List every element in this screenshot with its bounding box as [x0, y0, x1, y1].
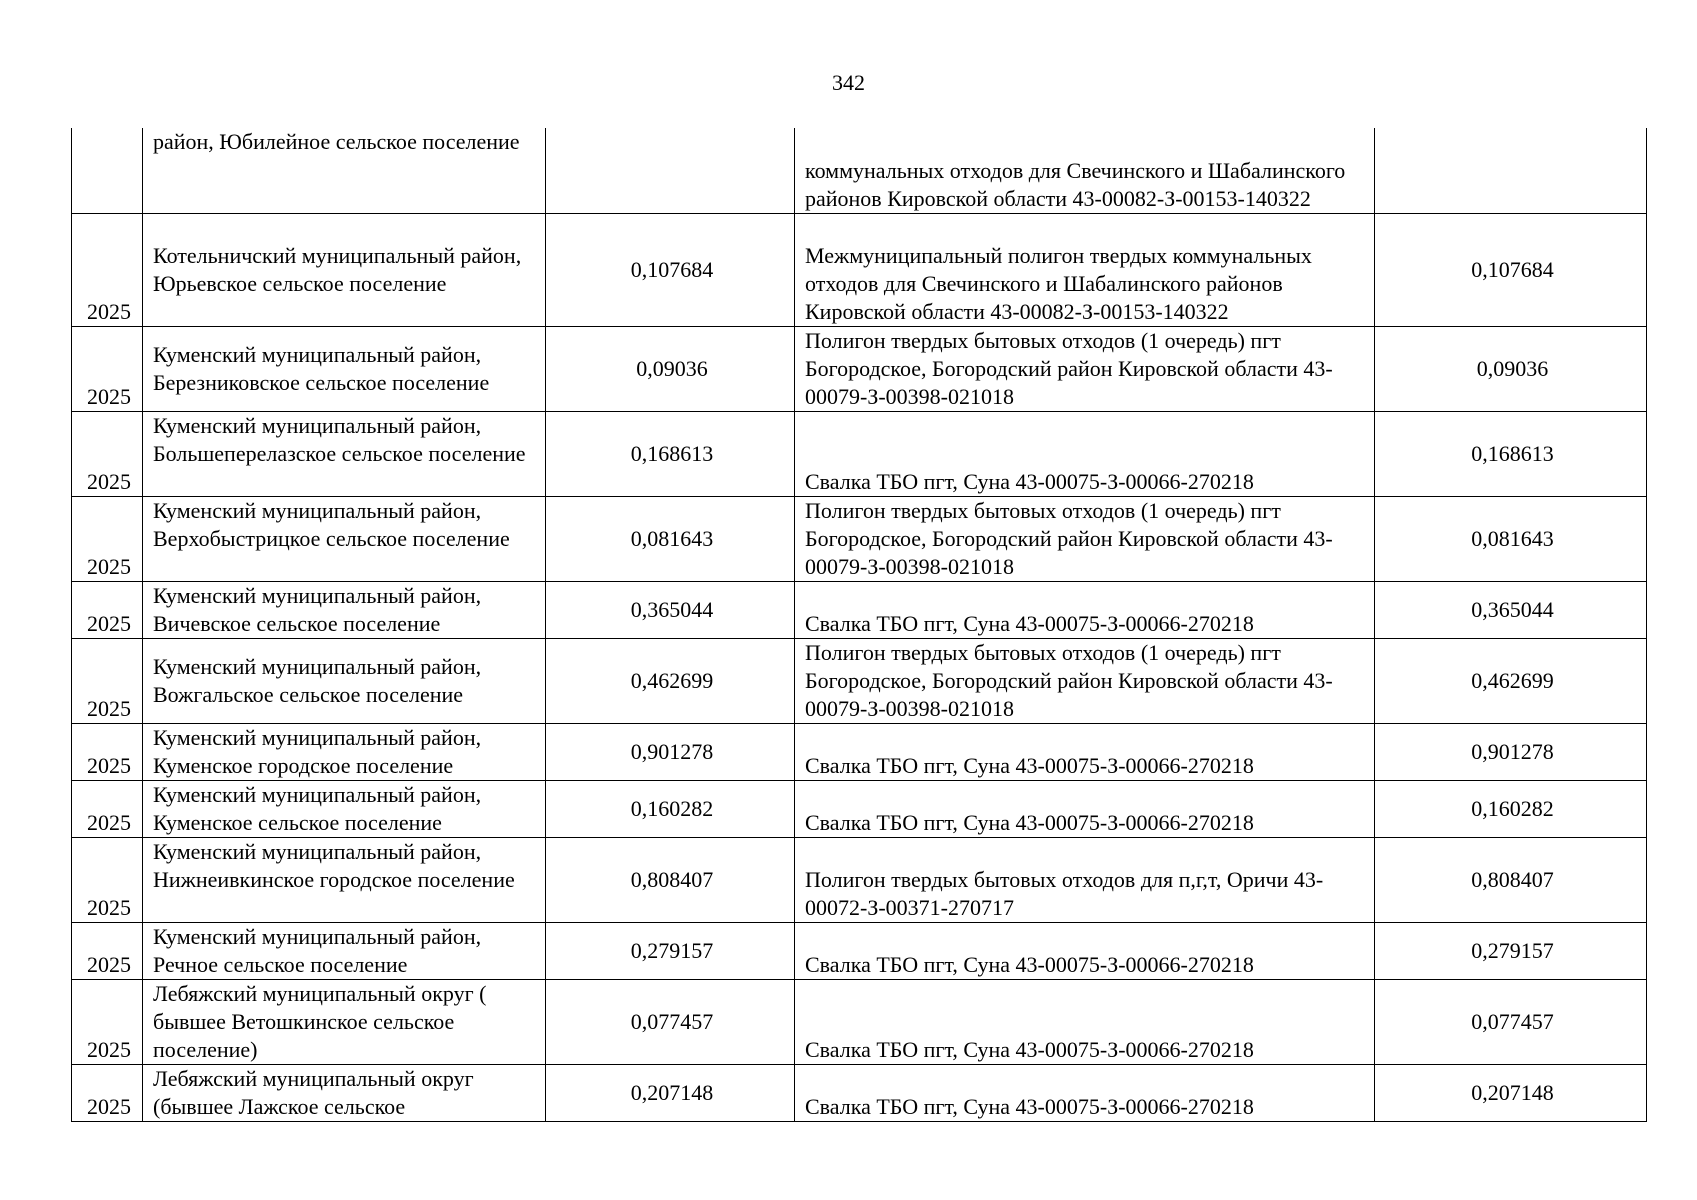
- table-row: [72, 581, 1647, 638]
- volume-cell: 0,365044: [546, 581, 795, 638]
- year-cell: 2025: [72, 213, 143, 326]
- volume-cell: 0,901278: [546, 723, 795, 780]
- table-row: [72, 326, 1647, 411]
- waste-object-cell: Свалка ТБО пгт, Суна 43-00075-З-00066-270218: [795, 922, 1375, 979]
- year-cell: [72, 128, 143, 213]
- waste-object-cell: Свалка ТБО пгт, Суна 43-00075-З-00066-270218: [795, 780, 1375, 837]
- table-row: [72, 638, 1647, 723]
- volume-cell: 0,168613: [546, 411, 795, 496]
- municipality-cell: Куменский муниципальный район, Верхобыстрицкое сельское поселение: [143, 496, 546, 581]
- table-row: [72, 979, 1647, 1064]
- year-cell: 2025: [72, 780, 143, 837]
- year-cell: 2025: [72, 1064, 143, 1121]
- total-cell: 0,808407: [1375, 837, 1647, 922]
- volume-cell: 0,077457: [546, 979, 795, 1064]
- total-cell: 0,901278: [1375, 723, 1647, 780]
- waste-object-cell: Свалка ТБО пгт, Суна 43-00075-З-00066-270218: [795, 1064, 1375, 1121]
- table-row: [72, 1064, 1647, 1121]
- table-row: [72, 780, 1647, 837]
- waste-object-cell: Полигон твердых бытовых отходов (1 очередь) пгт Богородское, Богородский район Кировской области 43-00079-З-00398-021018: [795, 496, 1375, 581]
- total-cell: 0,107684: [1375, 213, 1647, 326]
- total-cell: 0,168613: [1375, 411, 1647, 496]
- waste-object-cell: Полигон твердых бытовых отходов для п,г,т, Оричи 43-00072-З-00371-270717: [795, 837, 1375, 922]
- municipality-cell: Куменский муниципальный район, Речное сельское поселение: [143, 922, 546, 979]
- total-cell: 0,207148: [1375, 1064, 1647, 1121]
- table-row: [72, 723, 1647, 780]
- year-cell: 2025: [72, 723, 143, 780]
- year-cell: 2025: [72, 326, 143, 411]
- total-cell: 0,160282: [1375, 780, 1647, 837]
- municipality-cell: Куменский муниципальный район, Вожгальское сельское поселение: [143, 638, 546, 723]
- waste-object-cell: Свалка ТБО пгт, Суна 43-00075-З-00066-270218: [795, 581, 1375, 638]
- waste-object-cell: коммунальных отходов для Свечинского и Шабалинского районов Кировской области 43-00082-З-00153-140322: [795, 128, 1375, 213]
- waste-object-cell: Свалка ТБО пгт, Суна 43-00075-З-00066-270218: [795, 723, 1375, 780]
- waste-object-cell: Полигон твердых бытовых отходов (1 очередь) пгт Богородское, Богородский район Кировской области 43-00079-З-00398-021018: [795, 638, 1375, 723]
- volume-cell: 0,462699: [546, 638, 795, 723]
- municipality-cell: Куменский муниципальный район, Куменское городское поселение: [143, 723, 546, 780]
- page-number: 342: [832, 70, 865, 95]
- total-cell: [1375, 128, 1647, 213]
- waste-object-cell: Полигон твердых бытовых отходов (1 очередь) пгт Богородское, Богородский район Кировской области 43-00079-З-00398-021018: [795, 326, 1375, 411]
- municipality-cell: Лебяжский муниципальный округ (бывшее Лажское сельское: [143, 1064, 546, 1121]
- year-cell: 2025: [72, 979, 143, 1064]
- year-cell: 2025: [72, 837, 143, 922]
- volume-cell: [546, 128, 795, 213]
- volume-cell: 0,081643: [546, 496, 795, 581]
- municipality-cell: Куменский муниципальный район, Большеперелазское сельское поселение: [143, 411, 546, 496]
- waste-volume-table: [71, 128, 1647, 1122]
- total-cell: 0,081643: [1375, 496, 1647, 581]
- table-row: [72, 128, 1647, 213]
- table-row: [72, 213, 1647, 326]
- volume-cell: 0,160282: [546, 780, 795, 837]
- municipality-cell: Куменский муниципальный район, Куменское сельское поселение: [143, 780, 546, 837]
- year-cell: 2025: [72, 581, 143, 638]
- year-cell: 2025: [72, 411, 143, 496]
- municipality-cell: район, Юбилейное сельское поселение: [143, 128, 546, 213]
- municipality-cell: Куменский муниципальный район, Березниковское сельское поселение: [143, 326, 546, 411]
- table-row: [72, 496, 1647, 581]
- volume-cell: 0,808407: [546, 837, 795, 922]
- table-row: [72, 837, 1647, 922]
- total-cell: 0,462699: [1375, 638, 1647, 723]
- table-row: [72, 411, 1647, 496]
- total-cell: 0,09036: [1375, 326, 1647, 411]
- waste-object-cell: Свалка ТБО пгт, Суна 43-00075-З-00066-270218: [795, 411, 1375, 496]
- volume-cell: 0,207148: [546, 1064, 795, 1121]
- year-cell: 2025: [72, 922, 143, 979]
- year-cell: 2025: [72, 496, 143, 581]
- year-cell: 2025: [72, 638, 143, 723]
- volume-cell: 0,279157: [546, 922, 795, 979]
- municipality-cell: Лебяжский муниципальный округ ( бывшее Ветошкинское сельское поселение): [143, 979, 546, 1064]
- waste-object-cell: Свалка ТБО пгт, Суна 43-00075-З-00066-270218: [795, 979, 1375, 1064]
- total-cell: 0,365044: [1375, 581, 1647, 638]
- waste-object-cell: Межмуниципальный полигон твердых коммунальных отходов для Свечинского и Шабалинского районов Кировской области 43-00082-З-00153-140322: [795, 213, 1375, 326]
- total-cell: 0,077457: [1375, 979, 1647, 1064]
- municipality-cell: Котельничский муниципальный район, Юрьевское сельское поселение: [143, 213, 546, 326]
- total-cell: 0,279157: [1375, 922, 1647, 979]
- volume-cell: 0,09036: [546, 326, 795, 411]
- table-row: [72, 922, 1647, 979]
- municipality-cell: Куменский муниципальный район, Нижнеивкинское городское поселение: [143, 837, 546, 922]
- volume-cell: 0,107684: [546, 213, 795, 326]
- municipality-cell: Куменский муниципальный район, Вичевское сельское поселение: [143, 581, 546, 638]
